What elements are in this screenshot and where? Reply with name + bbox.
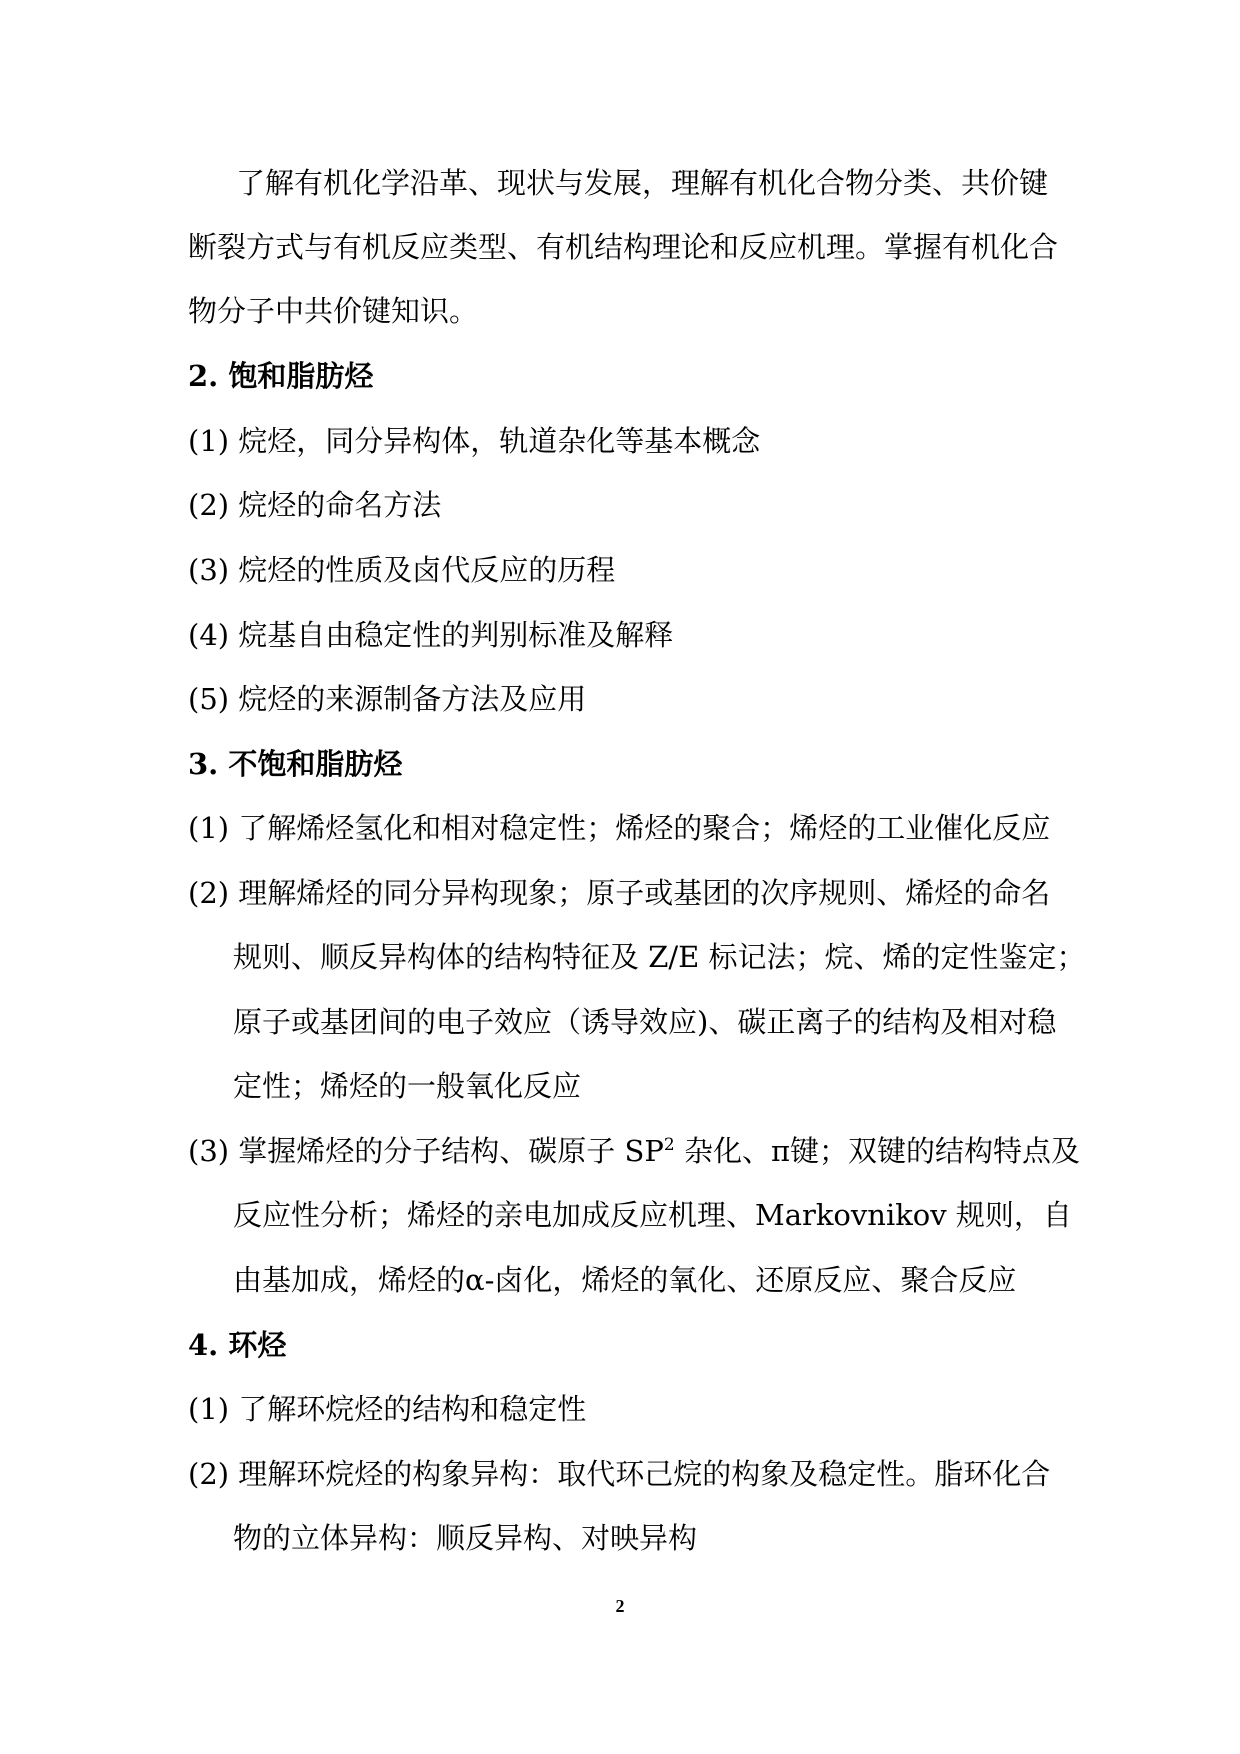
section-3-item-2-line-3: 原子或基团间的电子效应（诱导效应)、碳正离子的结构及相对稳 — [233, 1005, 1057, 1039]
section-3-item-2-line-2: 规则、顺反异构体的结构特征及 Z/E 标记法；烷、烯的定性鉴定； — [233, 940, 1086, 974]
section-3-item-1: (1) 了解烯烃氢化和相对稳定性；烯烃的聚合；烯烃的工业催化反应 — [188, 811, 1051, 845]
section-3-item-3-line-2: 反应性分析；烯烃的亲电加成反应机理、Markovnikov 规则，自 — [233, 1198, 1072, 1232]
section-3-heading: 3. 不饱和脂肪烃 — [188, 747, 403, 781]
section-2-item-2: (2) 烷烃的命名方法 — [188, 488, 442, 522]
intro-line-1: 了解有机化学沿革、现状与发展，理解有机化合物分类、共价键 — [236, 166, 1049, 200]
item-3-text-b: 杂化、π键；双键的结构特点及 — [674, 1134, 1081, 1168]
intro-line-2: 断裂方式与有机反应类型、有机结构理论和反应机理。掌握有机化合 — [188, 230, 1059, 264]
section-3-item-2-line-4: 定性；烯烃的一般氧化反应 — [233, 1069, 582, 1103]
section-4-item-2-line-1: (2) 理解环烷烃的构象异构：取代环己烷的构象及稳定性。脂环化合 — [188, 1457, 1051, 1491]
section-3-item-3-line-1 — [188, 1133, 1080, 1169]
section-3-item-3-line-3: 由基加成，烯烃的α-卤化，烯烃的氧化、还原反应、聚合反应 — [233, 1263, 1017, 1297]
section-4-item-1: (1) 了解环烷烃的结构和稳定性 — [188, 1392, 587, 1426]
section-4-item-2-line-2: 物的立体异构：顺反异构、对映异构 — [233, 1521, 698, 1555]
section-2-heading: 2. 饱和脂肪烃 — [188, 359, 374, 393]
section-2-item-5: (5) 烷烃的来源制备方法及应用 — [188, 682, 587, 716]
section-2-item-4: (4) 烷基自由稳定性的判别标准及解释 — [188, 618, 674, 652]
section-3-item-2-line-1: (2) 理解烯烃的同分异构现象；原子或基团的次序规则、烯烃的命名 — [188, 876, 1051, 910]
section-2-item-3: (3) 烷烃的性质及卤代反应的历程 — [188, 553, 616, 587]
page-number: 2 — [615, 1596, 625, 1616]
section-2-item-1: (1) 烷烃，同分异构体，轨道杂化等基本概念 — [188, 424, 761, 458]
intro-line-3: 物分子中共价键知识。 — [188, 294, 479, 328]
item-3-text-a: (3) 掌握烯烃的分子结构、碳原子 SP — [188, 1134, 664, 1168]
section-4-heading: 4. 环烃 — [188, 1328, 287, 1362]
superscript-2: 2 — [663, 1135, 675, 1155]
